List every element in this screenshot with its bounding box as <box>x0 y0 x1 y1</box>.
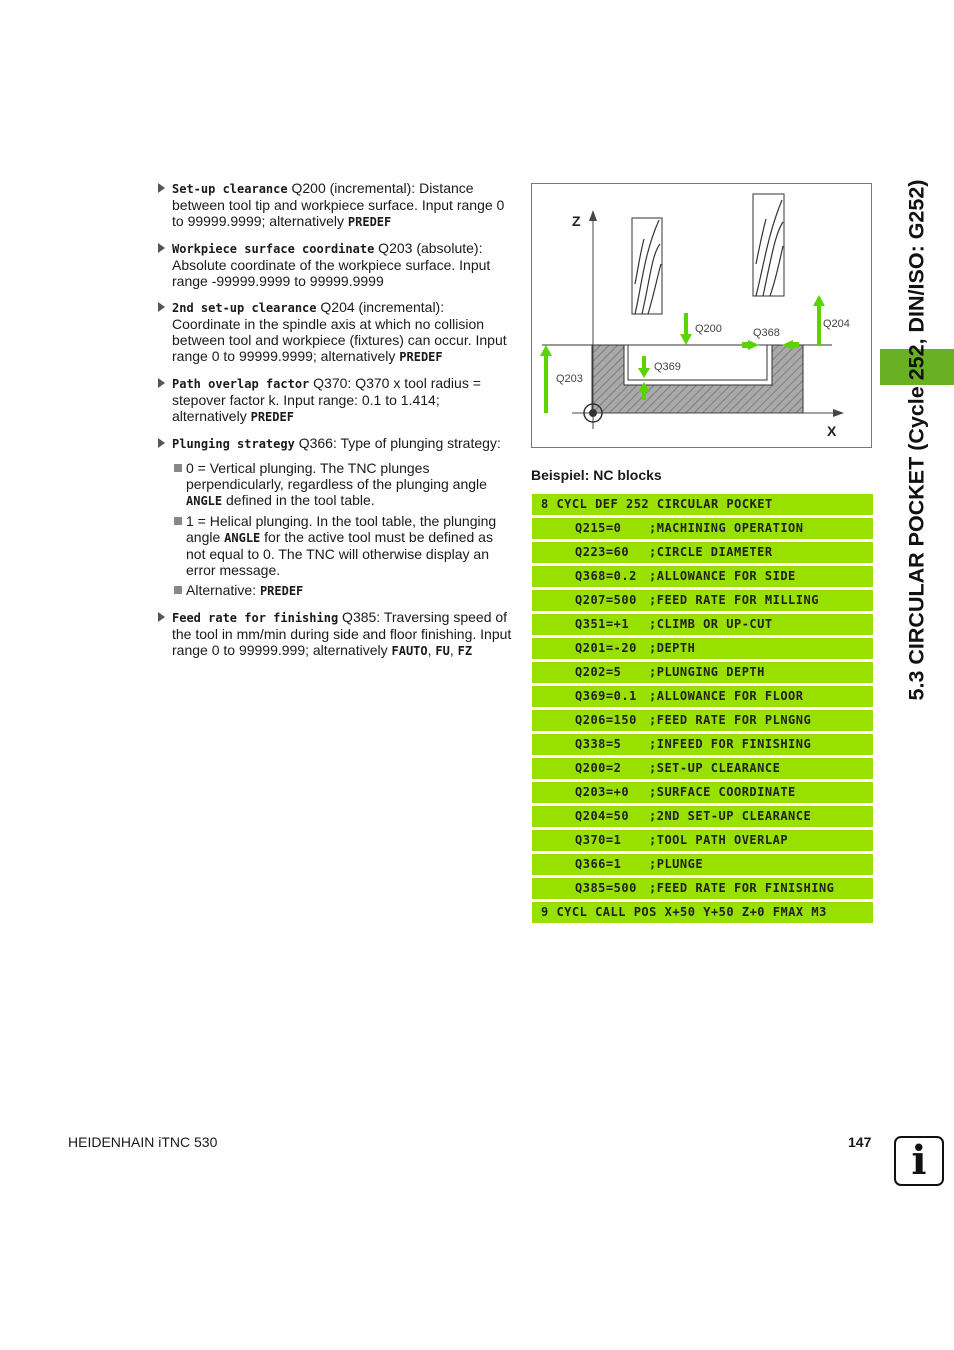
nc-comment: ;FEED RATE FOR PLNGNG <box>649 713 812 727</box>
bullet-arrow-icon <box>158 378 165 388</box>
nc-block <box>532 590 873 611</box>
nc-block-cycl-call: 9 CYCL CALL POS X+50 Y+50 Z+0 FMAX M3 <box>532 902 873 923</box>
q204-label: Q204 <box>823 318 850 330</box>
plunge-option <box>158 513 514 578</box>
nc-comment: ;ALLOWANCE FOR FLOOR <box>649 689 804 703</box>
tool-left-icon <box>632 218 662 314</box>
nc-block <box>532 710 873 731</box>
x-axis-label: X <box>827 423 837 439</box>
option-text: 0 = Vertical plunging. The TNC plunges perpendicularly, regardless of the plunging angle <box>186 460 487 492</box>
pocket-cutout <box>624 345 772 385</box>
section-title-text: 5.3 CIRCULAR POCKET (Cycle 252, DIN/ISO: G252) <box>904 179 929 701</box>
nc-code: Q200=2 <box>575 761 622 775</box>
nc-listing <box>532 494 873 926</box>
nc-block <box>532 806 873 827</box>
param-alt: FAUTO <box>391 644 428 658</box>
nc-code: Q338=5 <box>575 737 622 751</box>
param-desc: Q366: Type of plunging strategy: <box>294 435 501 451</box>
nc-block <box>532 662 873 683</box>
nc-block <box>532 734 873 755</box>
nc-block <box>532 830 873 851</box>
param-feed-finishing <box>158 609 514 659</box>
nc-block <box>532 878 873 899</box>
param-path-overlap <box>158 375 514 425</box>
nc-block <box>532 854 873 875</box>
param-plunging-strategy <box>158 435 514 452</box>
nc-code: Q204=50 <box>575 809 630 823</box>
nc-code: Q203=+0 <box>575 785 630 799</box>
param-alt: PREDEF <box>250 410 294 424</box>
nc-comment: ;PLUNGING DEPTH <box>649 665 765 679</box>
param-alt: PREDEF <box>347 215 392 229</box>
bullet-arrow-icon <box>158 612 165 622</box>
param-name: Workpiece surface coordinate <box>172 242 375 256</box>
nc-code: Q370=1 <box>575 833 622 847</box>
bullet-arrow-icon <box>158 438 165 448</box>
q200-label: Q200 <box>695 323 722 335</box>
q203-arrow-icon <box>540 345 552 356</box>
x-axis-arrow-icon <box>833 409 844 417</box>
nc-code: Q385=500 <box>575 881 637 895</box>
param-name: Feed rate for finishing <box>172 611 339 625</box>
nc-code: Q369=0.1 <box>575 689 637 703</box>
nc-block <box>532 686 873 707</box>
nc-code: Q207=500 <box>575 593 637 607</box>
pocket-diagram <box>531 183 872 448</box>
option-code: ANGLE <box>186 494 223 508</box>
parameter-list <box>158 180 514 669</box>
nc-block <box>532 542 873 563</box>
nc-code: Q215=0 <box>575 521 622 535</box>
option-text: for the active tool must be defined as not equal to 0. The TNC will otherwise display an error message. <box>186 529 493 578</box>
info-icon: i <box>894 1136 944 1186</box>
separator: , <box>427 642 436 658</box>
z-axis-arrow-icon <box>589 210 597 221</box>
plunge-option <box>158 582 514 599</box>
nc-comment: ;INFEED FOR FINISHING <box>649 737 812 751</box>
q204-arrow-icon <box>813 295 825 306</box>
nc-block <box>532 614 873 635</box>
param-alt: PREDEF <box>399 350 443 364</box>
page-number: 147 <box>848 1134 872 1150</box>
nc-block <box>532 518 873 539</box>
nc-comment: ;SET-UP CLEARANCE <box>649 761 781 775</box>
nc-code: Q206=150 <box>575 713 637 727</box>
bullet-square-icon <box>174 586 182 594</box>
nc-comment: ;CLIMB OR UP-CUT <box>649 617 773 631</box>
nc-code: Q202=5 <box>575 665 622 679</box>
nc-block <box>532 758 873 779</box>
param-alt: FU <box>435 644 450 658</box>
bullet-arrow-icon <box>158 183 165 193</box>
param-surface-coordinate <box>158 240 514 289</box>
option-text: 1 = Helical plunging. In the tool table, the plunging angle <box>186 513 497 545</box>
pocket-diagram-svg <box>532 184 871 447</box>
param-setup-clearance <box>158 180 514 230</box>
q200-arrow-icon <box>680 334 692 345</box>
param-desc: Q370: Q370 x tool radius = stepover factor k. Input range: 0.1 to 1.414; alternatively <box>172 375 481 424</box>
nc-code: Q201=-20 <box>575 641 637 655</box>
plunge-option <box>158 460 514 509</box>
option-code: PREDEF <box>259 584 304 598</box>
nc-code: Q223=60 <box>575 545 630 559</box>
q369-label: Q369 <box>654 361 681 373</box>
nc-comment: ;PLUNGE <box>649 857 704 871</box>
nc-caption: Beispiel: NC blocks <box>531 467 662 483</box>
q203-label: Q203 <box>556 373 583 385</box>
plunge-options <box>158 460 514 599</box>
footer-manual-name: HEIDENHAIN iTNC 530 <box>68 1134 218 1150</box>
nc-block-cycl-def: 8 CYCL DEF 252 CIRCULAR POCKET <box>532 494 873 515</box>
nc-comment: ;TOOL PATH OVERLAP <box>649 833 789 847</box>
param-alt: FZ <box>457 644 473 658</box>
nc-comment: ;DEPTH <box>649 641 696 655</box>
nc-code: Q368=0.2 <box>575 569 637 583</box>
param-name: Path overlap factor <box>172 377 310 391</box>
param-desc: Q200 (incremental): Distance between tool tip and workpiece surface. Input range 0 to 99999.9999; alternatively <box>172 180 505 229</box>
separator: , <box>449 642 458 658</box>
bullet-arrow-icon <box>158 243 165 253</box>
nc-block <box>532 566 873 587</box>
param-2nd-setup-clearance <box>158 299 514 365</box>
param-desc: Q385: Traversing speed of the tool in mm/min during side and floor finishing. Input range 0 to 99999.999; alternatively <box>172 609 512 658</box>
bullet-square-icon <box>174 464 182 472</box>
nc-block <box>532 638 873 659</box>
bullet-arrow-icon <box>158 302 165 312</box>
z-axis-label: Z <box>572 213 581 229</box>
param-name: Set-up clearance <box>172 182 288 196</box>
param-name: 2nd set-up clearance <box>172 301 317 315</box>
nc-block <box>532 782 873 803</box>
option-code: ANGLE <box>224 531 261 545</box>
nc-comment: ;2ND SET-UP CLEARANCE <box>649 809 812 823</box>
option-text: Alternative: <box>186 582 260 598</box>
nc-comment: ;FEED RATE FOR MILLING <box>649 593 819 607</box>
param-desc: Q203 (absolute): Absolute coordinate of the workpiece surface. Input range -99999.9999 to 99999.9999 <box>172 240 491 289</box>
nc-comment: ;MACHINING OPERATION <box>649 521 804 535</box>
nc-code: Q366=1 <box>575 857 622 871</box>
nc-comment: ;ALLOWANCE FOR SIDE <box>649 569 796 583</box>
q368-label: Q368 <box>753 327 780 339</box>
tool-right-icon <box>753 194 784 296</box>
nc-comment: ;CIRCLE DIAMETER <box>649 545 773 559</box>
param-desc: Q204 (incremental): Coordinate in the spindle axis at which no collision between tool and workpiece (fixtures) can occur. Input range 0 to 99999.9999; alternatively <box>172 299 507 364</box>
param-name: Plunging strategy <box>172 437 295 451</box>
nc-comment: ;SURFACE COORDINATE <box>649 785 796 799</box>
nc-comment: ;FEED RATE FOR FINISHING <box>649 881 835 895</box>
option-text: defined in the tool table. <box>222 492 375 508</box>
nc-code: Q351=+1 <box>575 617 630 631</box>
bullet-square-icon <box>174 517 182 525</box>
